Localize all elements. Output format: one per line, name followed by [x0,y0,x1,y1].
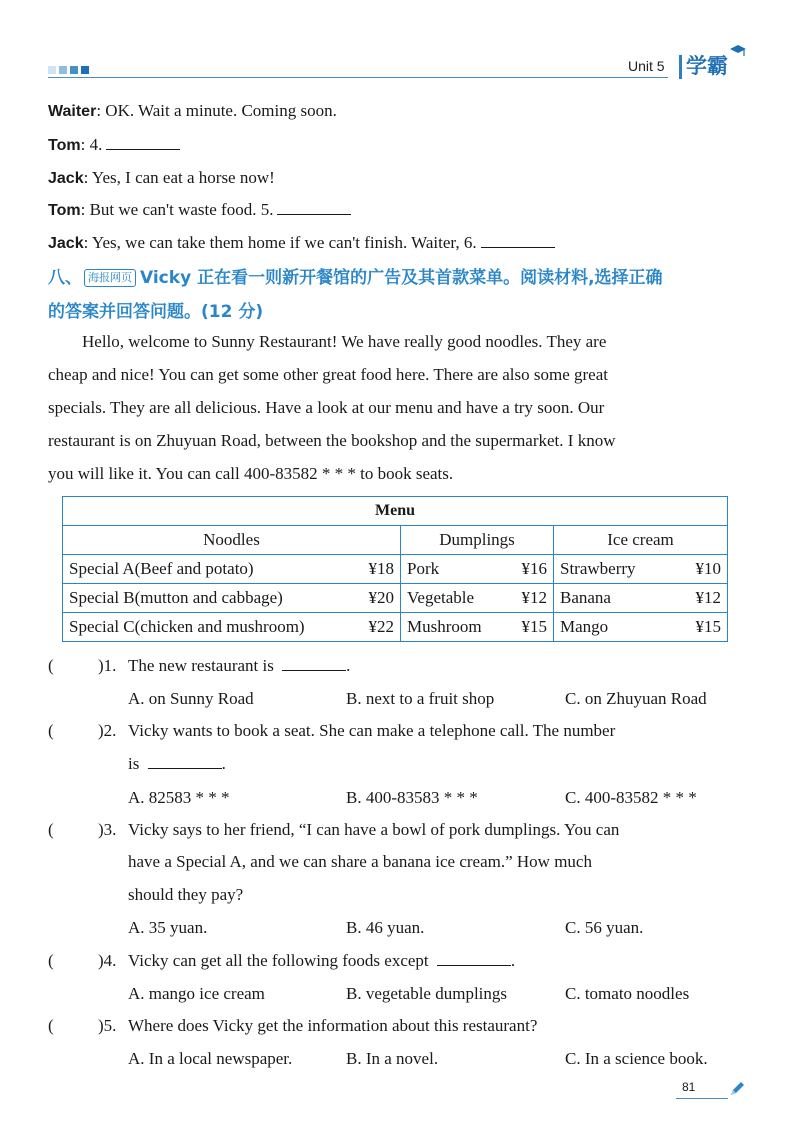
answer-blank[interactable] [106,135,180,150]
footer-rule [676,1098,728,1099]
menu-cell [63,555,401,584]
header-square [59,66,67,74]
passage-line: you will like it. You can call 400-83582 * * * to book seats. [48,464,454,483]
dialogue-text: : OK. Wait a minute. Coming soon. [96,101,337,120]
question-number: )2. [98,721,117,740]
option-b[interactable]: B. vegetable dumplings [346,984,508,1003]
dialogue-line [48,200,351,220]
dialogue-line [48,135,180,155]
menu-cell [401,613,554,642]
option-a[interactable]: A. 35 yuan. [128,918,208,937]
item-name: Special B(mutton and cabbage) [69,588,283,607]
pencil-icon [728,1080,746,1098]
header-decoration [48,66,89,74]
brand-logo: 学霸 [686,54,728,78]
option-b[interactable]: B. next to a fruit shop [346,689,495,708]
option-a[interactable]: A. 82583 * * * [128,788,230,807]
item-price: ¥16 [521,559,547,578]
menu-cell [401,555,554,584]
question-text: The new restaurant is . [128,656,351,675]
answer-blank[interactable] [437,951,511,966]
passage-line: Hello, welcome to Sunny Restaurant! We have really good noodles. They are [82,332,607,351]
question-line: Vicky wants to book a seat. She can make a telephone call. The number [128,721,616,740]
item-price: ¥15 [521,617,547,636]
section-number: 八、 [48,268,82,288]
item-price: ¥18 [368,559,394,578]
answer-blank[interactable] [481,233,555,248]
dialogue-text: : 4. [80,135,103,154]
option-c[interactable]: C. on Zhuyuan Road [565,689,707,708]
item-name: Strawberry [560,559,636,578]
option-a[interactable]: A. In a local newspaper. [128,1049,293,1068]
table-row [63,613,728,642]
header-divider [679,55,682,79]
menu-cell [554,584,728,613]
dialogue-text: : But we can't waste food. 5. [80,200,274,219]
section-title-text: Vicky 正在看一则新开餐馆的广告及其首款菜单。阅读材料,选择正确 [140,268,663,288]
table-row [63,555,728,584]
option-a[interactable]: A. on Sunny Road [128,689,254,708]
question-number: )5. [98,1016,117,1035]
item-price: ¥15 [695,617,721,636]
menu-title: Menu [63,497,728,526]
question-line: Where does Vicky get the information about this restaurant? [128,1016,538,1035]
question-number: )4. [98,951,117,970]
section-title-continued: 的答案并回答问题。(12 分) [48,302,264,322]
item-price: ¥20 [368,588,394,607]
menu-cell [63,613,401,642]
header-square [48,66,56,74]
column-header: Dumplings [401,526,554,555]
answer-blank[interactable] [282,656,346,671]
item-name: Mushroom [407,617,482,636]
passage-line: restaurant is on Zhuyuan Road, between the bookshop and the supermarket. I know [48,431,616,450]
option-c[interactable]: C. tomato noodles [565,984,690,1003]
option-b[interactable]: B. 400-83583 * * * [346,788,478,807]
question-text: Vicky can get all the following foods except . [128,951,516,970]
answer-blank[interactable] [148,754,222,769]
question-line: Vicky can get all the following foods except [128,951,429,970]
speaker-name: Waiter [48,103,97,120]
item-name: Vegetable [407,588,475,607]
section-tag: 海报网页 [84,269,136,287]
passage-line: cheap and nice! You can get some other great food here. There are also some great [48,365,608,384]
menu-cell [554,555,728,584]
answer-bracket[interactable]: ( [48,820,54,839]
dialogue-text: : Yes, I can eat a horse now! [83,168,275,187]
page-number: 81 [682,1080,696,1094]
menu-cell [554,613,728,642]
item-name: Special A(Beef and potato) [69,559,254,578]
dialogue-line [48,101,337,121]
dialogue-text: : Yes, we can take them home if we can't finish. Waiter, 6. [83,233,477,252]
item-price: ¥10 [695,559,721,578]
answer-bracket[interactable]: ( [48,1016,54,1035]
header-rule [48,77,668,78]
option-b[interactable]: B. 46 yuan. [346,918,425,937]
option-c[interactable]: C. In a science book. [565,1049,708,1068]
speaker-name: Jack [48,170,84,187]
menu-table [62,496,728,642]
question-line: The new restaurant is [128,656,274,675]
item-name: Banana [560,588,611,607]
item-price: ¥12 [521,588,547,607]
column-header: Ice cream [554,526,728,555]
answer-bracket[interactable]: ( [48,951,54,970]
speaker-name: Jack [48,235,84,252]
question-number: )3. [98,820,117,839]
answer-bracket[interactable]: ( [48,721,54,740]
passage-line: specials. They are all delicious. Have a look at our menu and have a try soon. Our [48,398,605,417]
question-text: is . [128,754,226,773]
header-square [81,66,89,74]
question-line: should they pay? [128,885,244,904]
item-name: Special C(chicken and mushroom) [69,617,305,636]
dialogue-line [48,233,555,253]
item-name: Pork [407,559,440,578]
question-number: )1. [98,656,117,675]
option-a[interactable]: A. mango ice cream [128,984,265,1003]
question-line: is [128,754,140,773]
reading-passage [48,325,748,490]
speaker-name: Tom [48,137,81,154]
option-c[interactable]: C. 56 yuan. [565,918,644,937]
header-square [70,66,78,74]
option-c[interactable]: C. 400-83582 * * * [565,788,697,807]
answer-bracket[interactable]: ( [48,656,54,675]
graduation-cap-icon [729,44,747,58]
menu-cell [401,584,554,613]
column-header: Noodles [63,526,401,555]
dialogue-line [48,168,275,188]
option-b[interactable]: B. In a novel. [346,1049,439,1068]
unit-label: Unit 5 [628,58,665,74]
question-line: Vicky says to her friend, “I can have a bowl of pork dumplings. You can [128,820,620,839]
menu-cell [63,584,401,613]
answer-blank[interactable] [277,200,351,215]
item-name: Mango [560,617,609,636]
table-row [63,584,728,613]
question-line: have a Special A, and we can share a banana ice cream.” How much [128,852,592,871]
speaker-name: Tom [48,202,81,219]
section-title [48,263,663,288]
item-price: ¥12 [695,588,721,607]
item-price: ¥22 [368,617,394,636]
